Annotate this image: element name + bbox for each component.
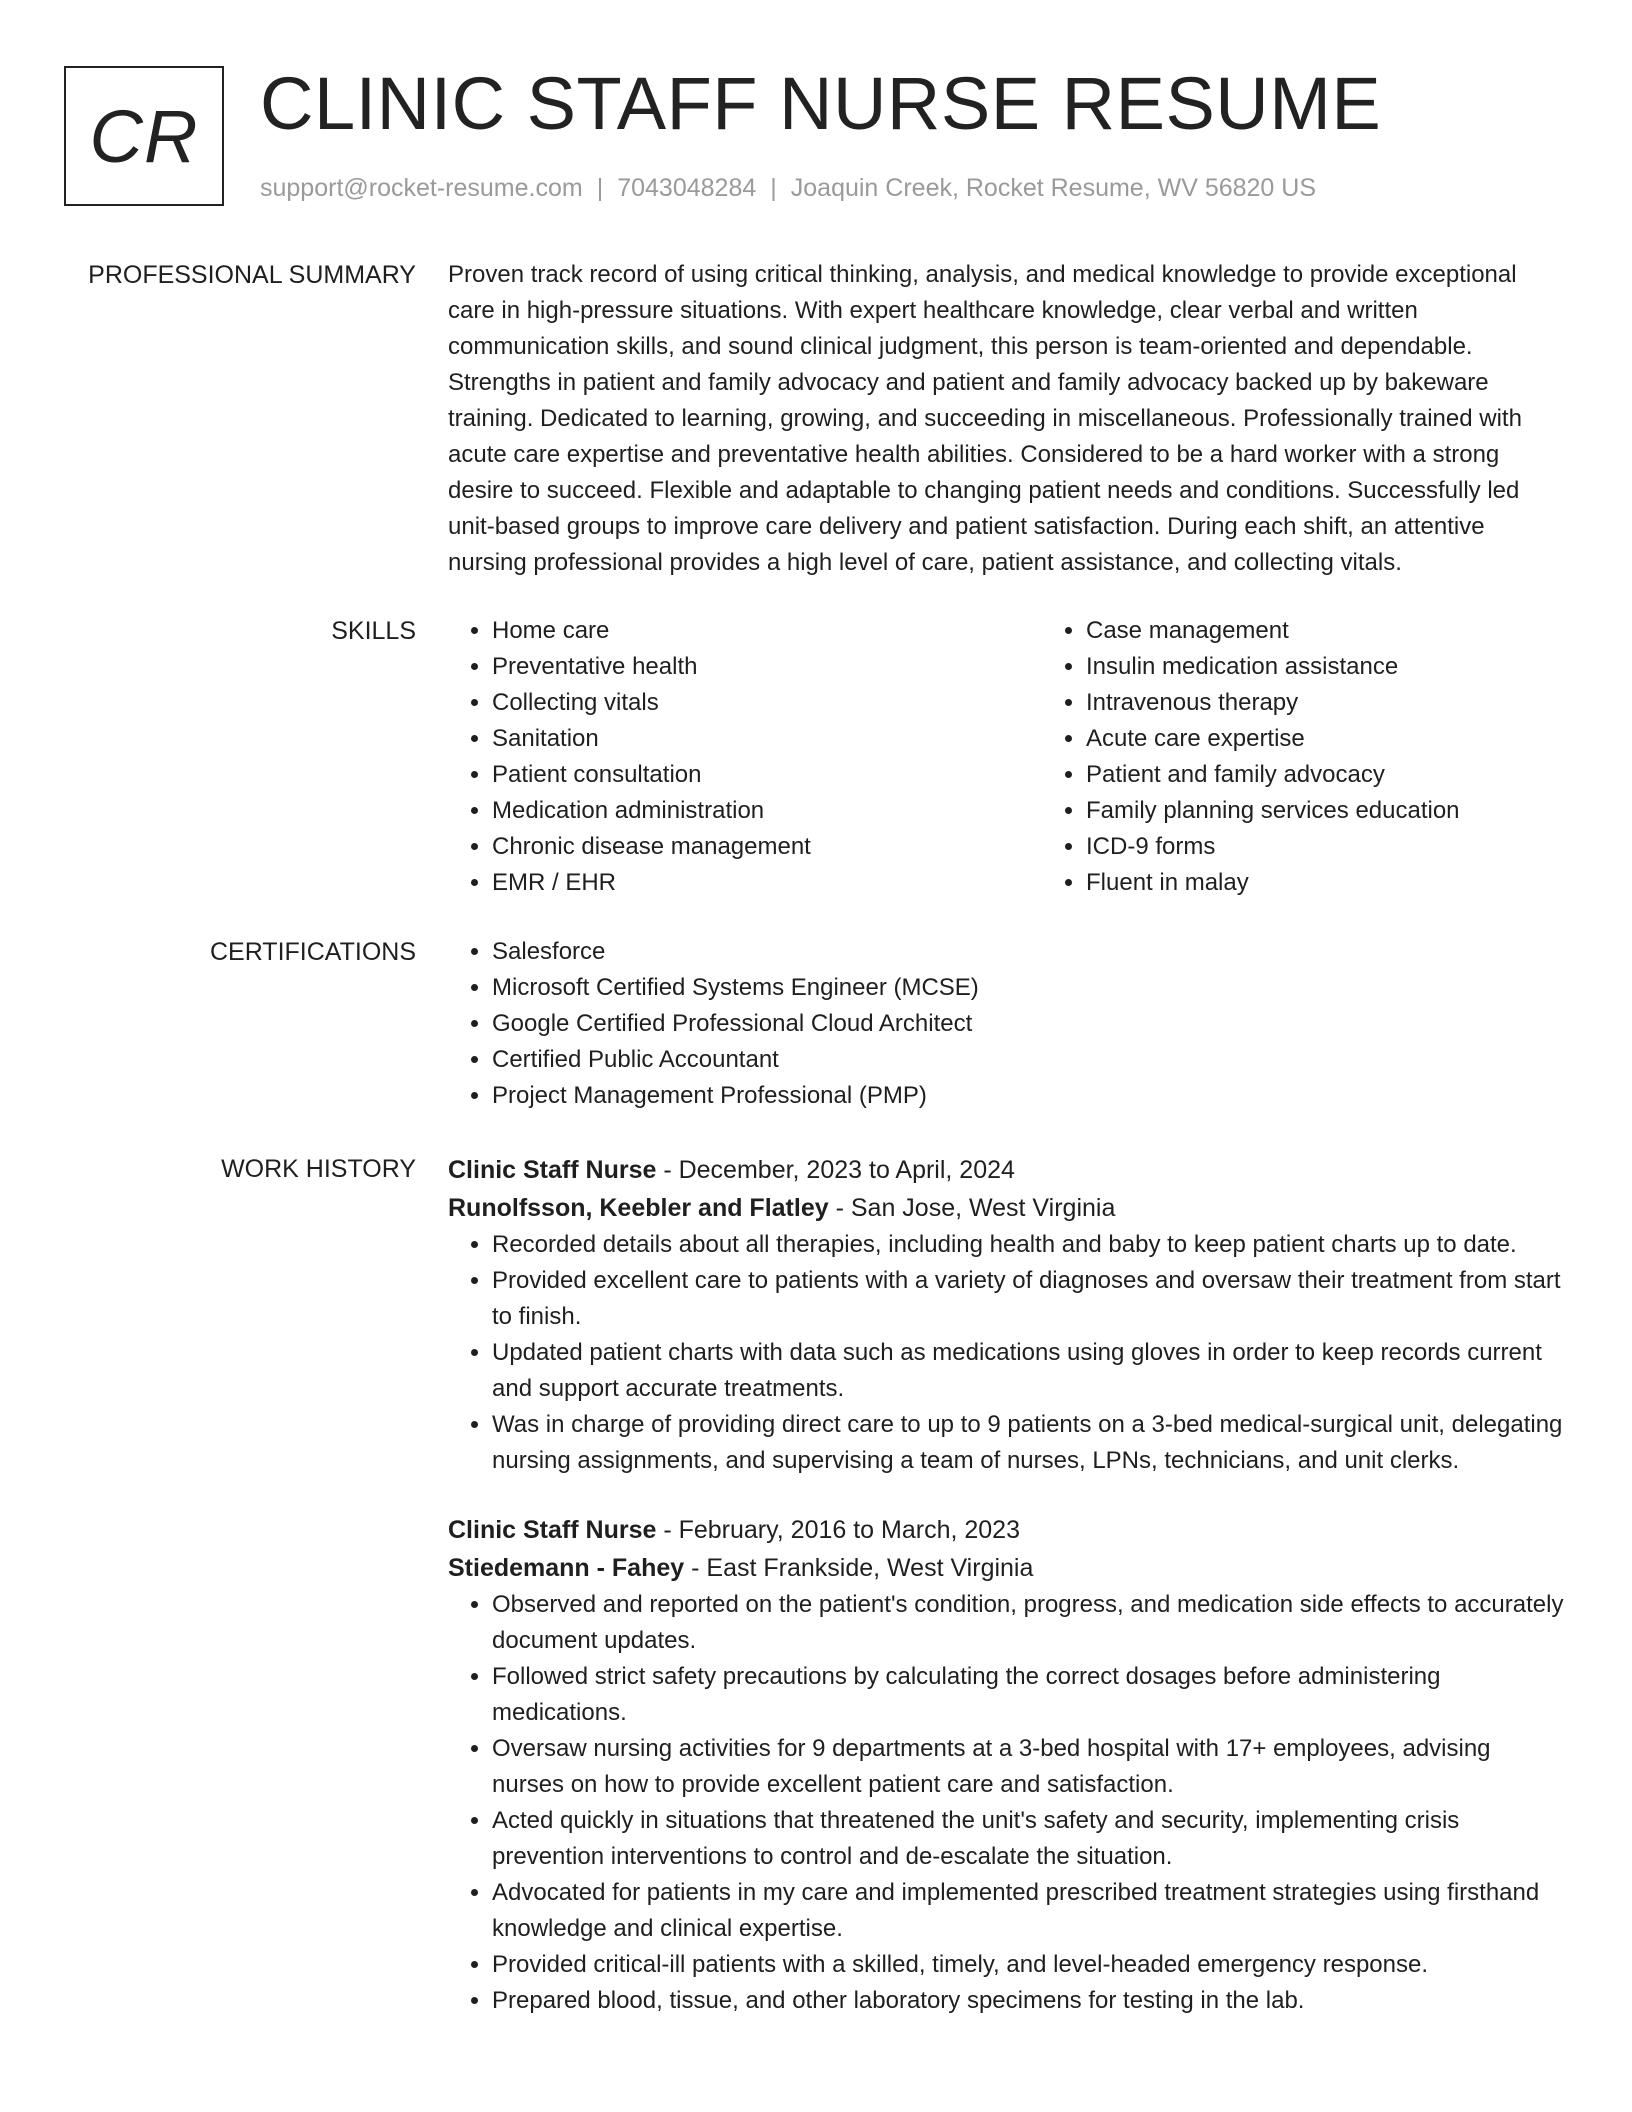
job-title-line <box>448 1151 1568 1189</box>
section-label-skills: SKILLS <box>331 617 416 645</box>
job-title: Clinic Staff Nurse <box>448 1156 657 1184</box>
contact-address: Joaquin Creek, Rocket Resume, WV 56820 US <box>790 174 1317 202</box>
job-bullet: • Prepared blood, tissue, and other laboratory specimens for testing in the lab. <box>492 1983 1568 2019</box>
skill-item: • Intravenous therapy <box>1086 685 1632 721</box>
contact-phone[interactable]: 7043048284 <box>617 174 757 202</box>
skill-item: • ICD-9 forms <box>1086 829 1632 865</box>
certification-item: • Google Certified Professional Cloud Architect <box>492 1006 1568 1042</box>
skill-item: • Patient and family advocacy <box>1086 757 1632 793</box>
skills-list-right <box>1042 613 1632 901</box>
contact-line <box>260 174 1316 203</box>
skill-item: • Case management <box>1086 613 1632 649</box>
skills-list-left <box>448 613 1042 901</box>
skill-item: • Medication administration <box>492 793 1042 829</box>
job-bullet: • Recorded details about all therapies, including health and baby to keep patient charts up to date. <box>492 1227 1568 1263</box>
job-title-line <box>448 1511 1568 1549</box>
contact-separator: | <box>596 174 604 202</box>
job-entry <box>448 1511 1568 2019</box>
skill-item: • Sanitation <box>492 721 1042 757</box>
certification-item: • Salesforce <box>492 934 1568 970</box>
job-company: Runolfsson, Keebler and Flatley <box>448 1194 829 1222</box>
skill-item: • Insulin medication assistance <box>1086 649 1632 685</box>
job-location: - San Jose, West Virginia <box>835 1194 1116 1222</box>
job-bullet-list <box>448 1587 1568 2019</box>
section-label-summary: PROFESSIONAL SUMMARY <box>88 261 416 289</box>
skills-content <box>448 613 1568 901</box>
resume-header <box>64 62 1572 216</box>
job-location: - East Frankside, West Virginia <box>691 1554 1034 1582</box>
skill-item: • Preventative health <box>492 649 1042 685</box>
skill-item: • Patient consultation <box>492 757 1042 793</box>
summary-text: Proven track record of using critical thinking, analysis, and medical knowledge to provide exceptional care in high-pressure situations. With expert healthcare knowledge, clear verbal and written communication skills, and sound clinical judgment, this person is team-oriented and dependable. Strengths in patient and family advocacy and patient and family advocacy backed up by bakeware training. Dedicated to learning, growing, and succeeding in miscellaneous. Professionally trained with acute care expertise and preventative health abilities. Considered to be a hard worker with a strong desire to succeed. Flexible and adaptable to changing patient needs and conditions. Successfully led unit-based groups to improve care delivery and patient satisfaction. During each shift, an attentive nursing professional provides a high level of care, patient assistance, and collecting vitals. <box>448 261 1522 576</box>
job-dates: - December, 2023 to April, 2024 <box>663 1156 1015 1184</box>
job-bullet: • Observed and reported on the patient's condition, progress, and medication side effects to accurately document updates. <box>492 1587 1568 1659</box>
job-title: Clinic Staff Nurse <box>448 1516 657 1544</box>
job-bullet-list <box>448 1227 1568 1479</box>
job-company: Stiedemann - Fahey <box>448 1554 685 1582</box>
contact-email[interactable]: support@rocket-resume.com <box>260 174 583 202</box>
certifications-list <box>448 934 1568 1114</box>
monogram-logo: CR <box>64 66 224 206</box>
skill-item: • Home care <box>492 613 1042 649</box>
job-bullet: • Provided excellent care to patients with a variety of diagnoses and oversaw their treatment from start to finish. <box>492 1263 1568 1335</box>
page-title: CLINIC STAFF NURSE RESUME <box>260 62 1382 145</box>
job-company-line <box>448 1189 1568 1227</box>
job-company-line <box>448 1549 1568 1587</box>
certification-item: • Project Management Professional (PMP) <box>492 1078 1568 1114</box>
job-bullet: • Acted quickly in situations that threatened the unit's safety and security, implementing crisis prevention interventions to control and de-escalate the situation. <box>492 1803 1568 1875</box>
job-bullet: • Oversaw nursing activities for 9 departments at a 3-bed hospital with 17+ employees, advising nurses on how to provide excellent patient care and satisfaction. <box>492 1731 1568 1803</box>
skill-item: • Family planning services education <box>1086 793 1632 829</box>
summary-content <box>448 257 1568 581</box>
certification-item: • Microsoft Certified Systems Engineer (MCSE) <box>492 970 1568 1006</box>
work-history-content <box>448 1151 1568 2051</box>
job-entry <box>448 1151 1568 1479</box>
skill-item: • Collecting vitals <box>492 685 1042 721</box>
job-bullet: • Was in charge of providing direct care to up to 9 patients on a 3-bed medical-surgical unit, delegating nursing assignments, and supervising a team of nurses, LPNs, technicians, and unit clerks. <box>492 1407 1568 1479</box>
certifications-content <box>448 934 1568 1114</box>
skill-item: • Chronic disease management <box>492 829 1042 865</box>
job-bullet: • Advocated for patients in my care and implemented prescribed treatment strategies using firsthand knowledge and clinical expertise. <box>492 1875 1568 1947</box>
skill-item: • Acute care expertise <box>1086 721 1632 757</box>
job-dates: - February, 2016 to March, 2023 <box>663 1516 1020 1544</box>
skill-item: • Fluent in malay <box>1086 865 1632 901</box>
section-label-certifications: CERTIFICATIONS <box>209 938 416 966</box>
contact-separator: | <box>770 174 777 202</box>
skill-item: • EMR / EHR <box>492 865 1042 901</box>
certification-item: • Certified Public Accountant <box>492 1042 1568 1078</box>
job-bullet: • Provided critical-ill patients with a skilled, timely, and level-headed emergency response. <box>492 1947 1568 1983</box>
job-bullet: • Updated patient charts with data such as medications using gloves in order to keep records current and support accurate treatments. <box>492 1335 1568 1407</box>
section-label-work-history: WORK HISTORY <box>221 1155 416 1183</box>
job-bullet: • Followed strict safety precautions by calculating the correct dosages before administering medications. <box>492 1659 1568 1731</box>
